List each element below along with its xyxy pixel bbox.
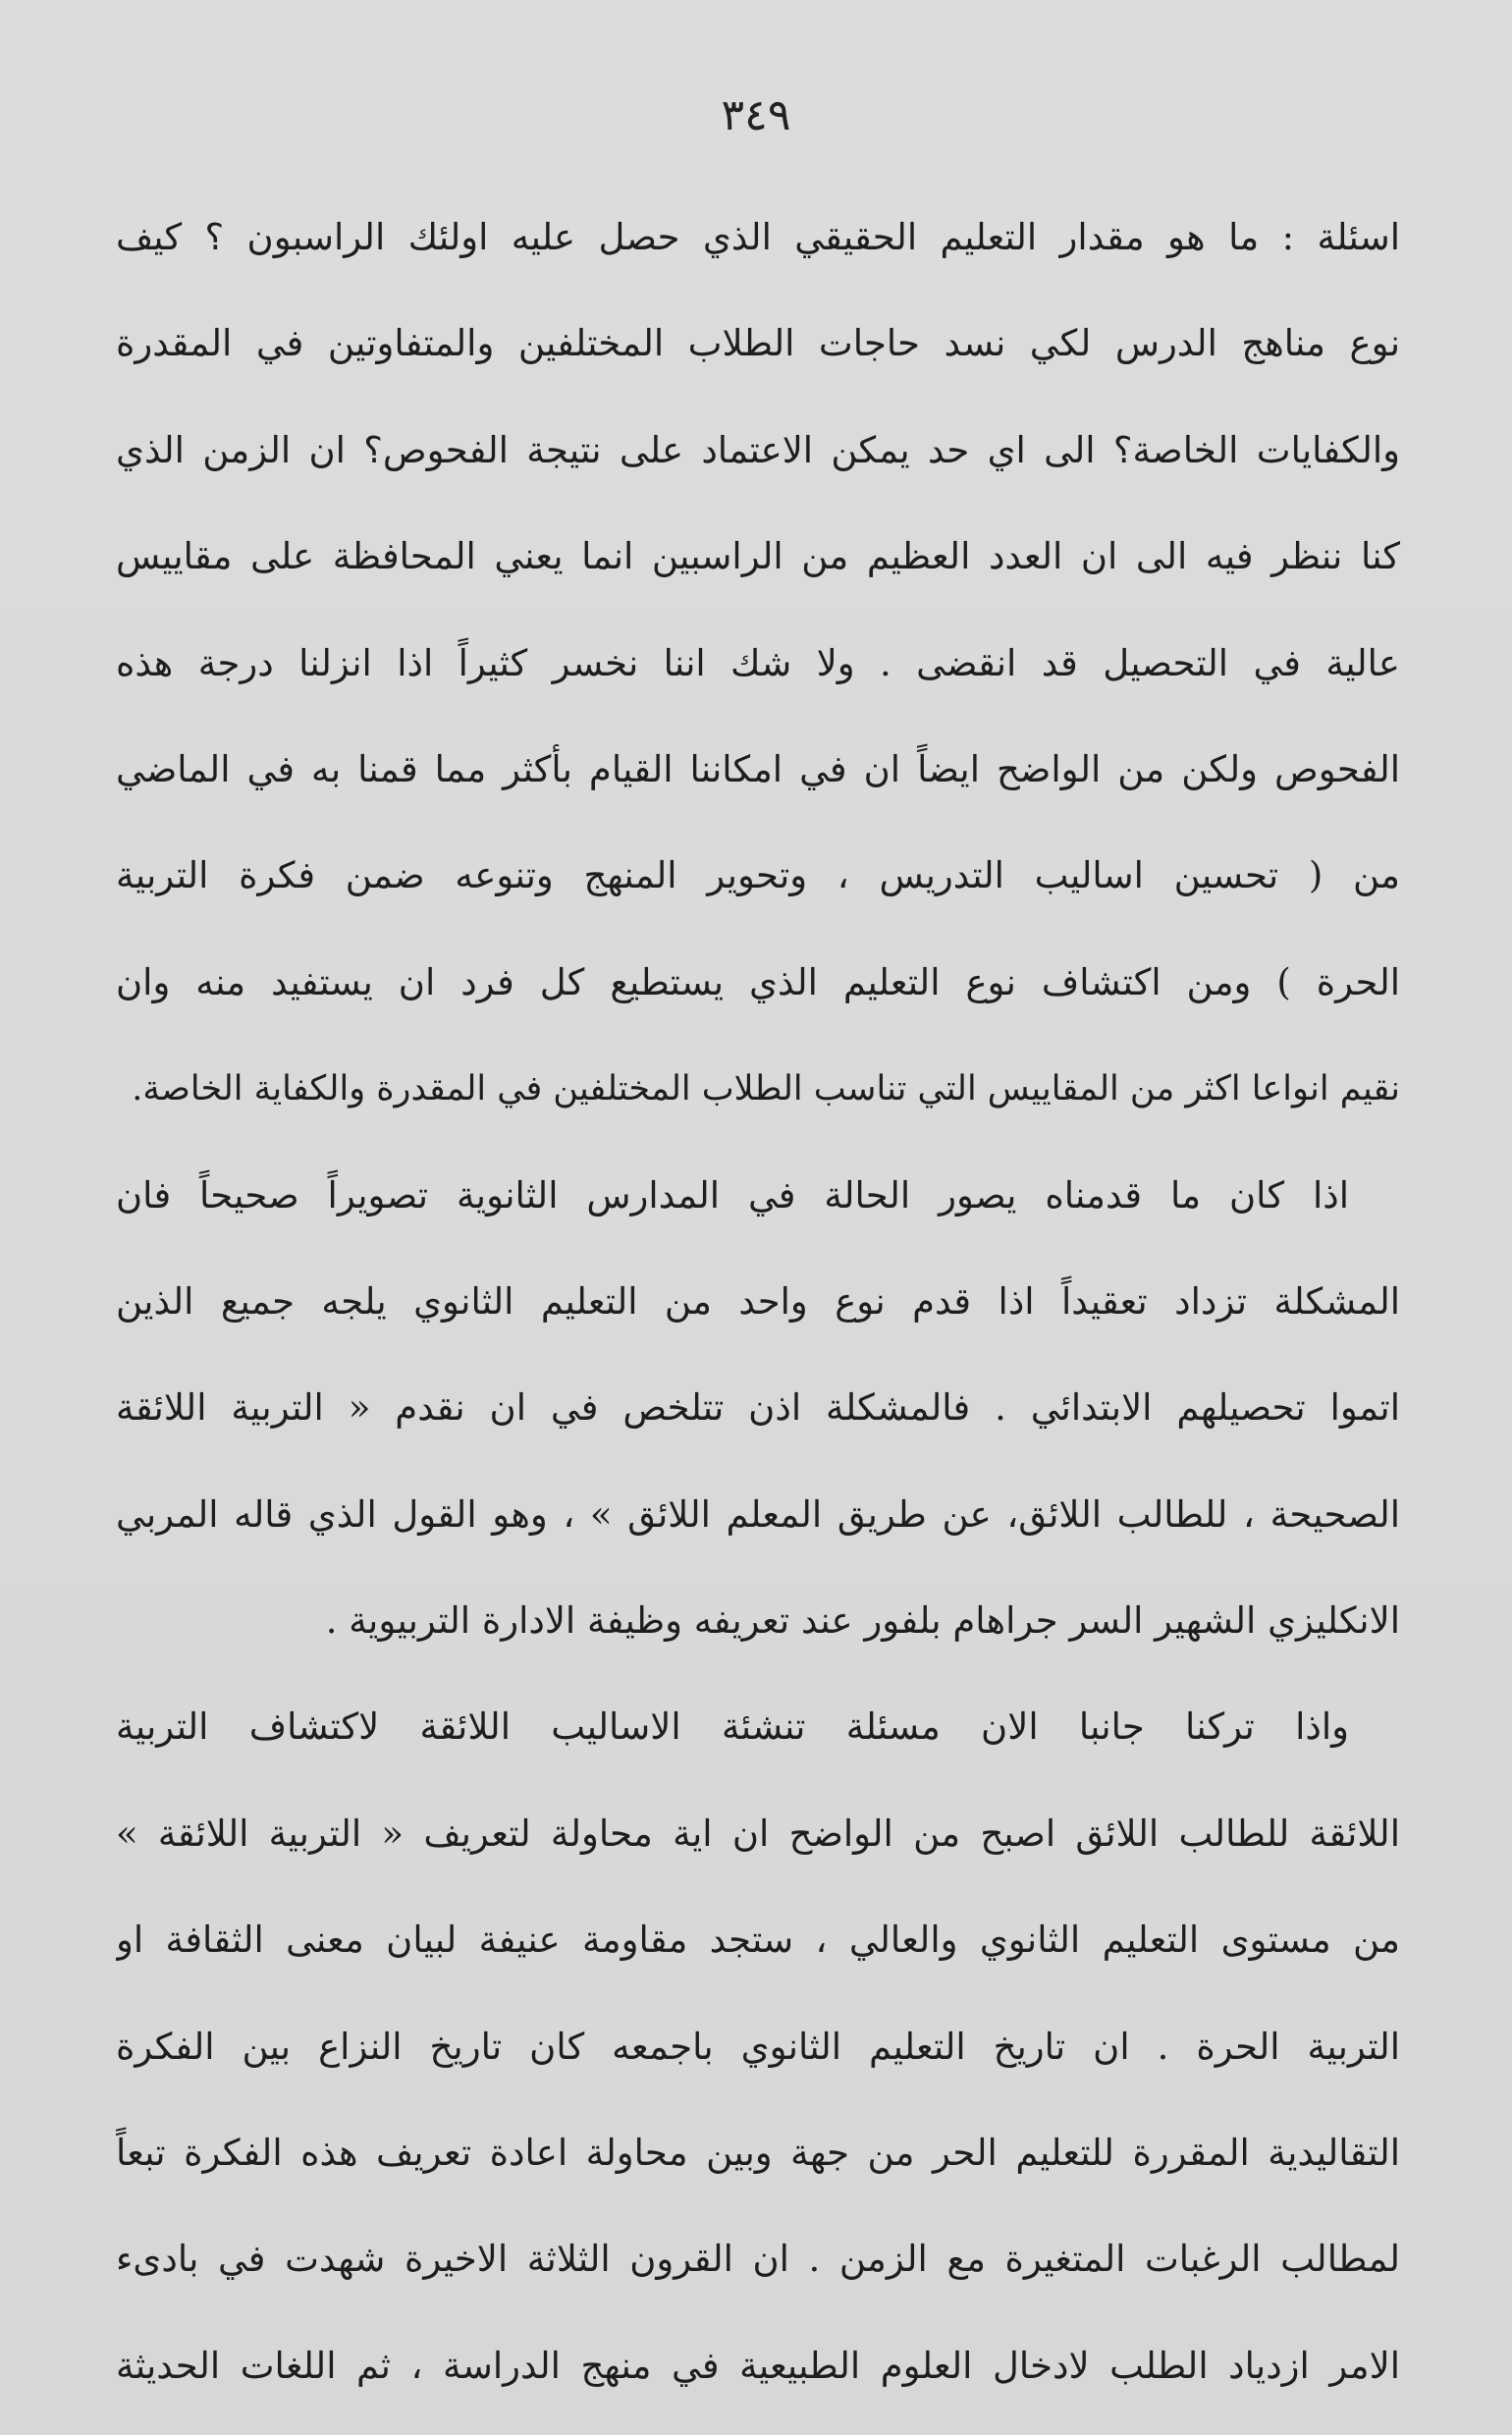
text-line: اللائقة للطالب اللائق اصبح من الواضح ان اية محاولة لتعريف « التربية اللائقة »	[116, 1812, 1400, 1855]
text-line: من ( تحسين اساليب التدريس ، وتحوير المنهج وتنوعه ضمن فكرة التربية	[116, 854, 1400, 897]
text-line: اسئلة : ما هو مقدار التعليم الحقيقي الذي حصل عليه اولئك الراسبون ؟ كيف	[116, 216, 1400, 258]
page-number: ٣٤٩	[721, 90, 791, 140]
text-line: الحرة ) ومن اكتشاف نوع التعليم الذي يستطيع كل فرد ان يستفيد منه وان	[116, 960, 1400, 1003]
text-line: كنا ننظر فيه الى ان العدد العظيم من الراسبين انما يعني المحافظة على مقاييس	[116, 535, 1400, 578]
text-line: التقاليدية المقررة للتعليم الحر من جهة وبين محاولة اعادة تعريف هذه الفكرة تبعاً	[116, 2132, 1400, 2175]
text-line: واذا تركنا جانبا الان مسئلة تنشئة الاساليب اللائقة لاكتشاف التربية	[116, 1705, 1349, 1749]
text-line: الفحوص ولكن من الواضح ايضاً ان في امكاننا القيام بأكثر مما قمنا به في الماضي	[116, 747, 1400, 790]
body-text	[116, 185, 1400, 2419]
text-line: المشكلة تزداد تعقيداً اذا قدم نوع واحد من التعليم الثانوي يلجه جميع الذين	[116, 1279, 1400, 1323]
text-line: الامر ازدياد الطلب لادخال العلوم الطبيعية في منهج الدراسة ، ثم اللغات الحديثة	[116, 2344, 1400, 2387]
text-line: نقيم انواعا اكثر من المقاييس التي تناسب الطلاب المختلفين في المقدرة والكفاية الخاصة.	[132, 1069, 1400, 1109]
text-line: لمطالب الرغبات المتغيرة مع الزمن . ان القرون الثلاثة الاخيرة شهدت في بادىء	[116, 2238, 1400, 2281]
text-line: الصحيحة ، للطالب اللائق، عن طريق المعلم اللائق » ، وهو القول الذي قاله المربي	[116, 1492, 1400, 1536]
text-line: الانكليزي الشهير السر جراهام بلفور عند تعريفه وظيفة الادارة التربيوية .	[325, 1599, 1400, 1643]
text-line: التربية الحرة . ان تاريخ التعليم الثانوي باجمعه كان تاريخ النزاع بين الفكرة	[116, 2025, 1400, 2068]
text-line: والكفايات الخاصة؟ الى اي حد يمكن الاعتماد على نتيجة الفحوص؟ ان الزمن الذي	[116, 428, 1400, 471]
text-line: عالية في التحصيل قد انقضى . ولا شك اننا نخسر كثيراً اذا انزلنا درجة هذه	[116, 641, 1400, 684]
text-line: اتموا تحصيلهم الابتدائي . فالمشكلة اذن تتلخص في ان نقدم « التربية اللائقة	[116, 1386, 1400, 1430]
text-line: اذا كان ما قدمناه يصور الحالة في المدارس الثانوية تصويراً صحيحاً فان	[116, 1173, 1349, 1217]
text-line: من مستوى التعليم الثانوي والعالي ، ستجد مقاومة عنيفة لبيان معنى الثقافة او	[116, 1919, 1400, 1962]
text-line: نوع مناهج الدرس لكي نسد حاجات الطلاب المختلفين والمتفاوتين في المقدرة	[116, 322, 1400, 365]
